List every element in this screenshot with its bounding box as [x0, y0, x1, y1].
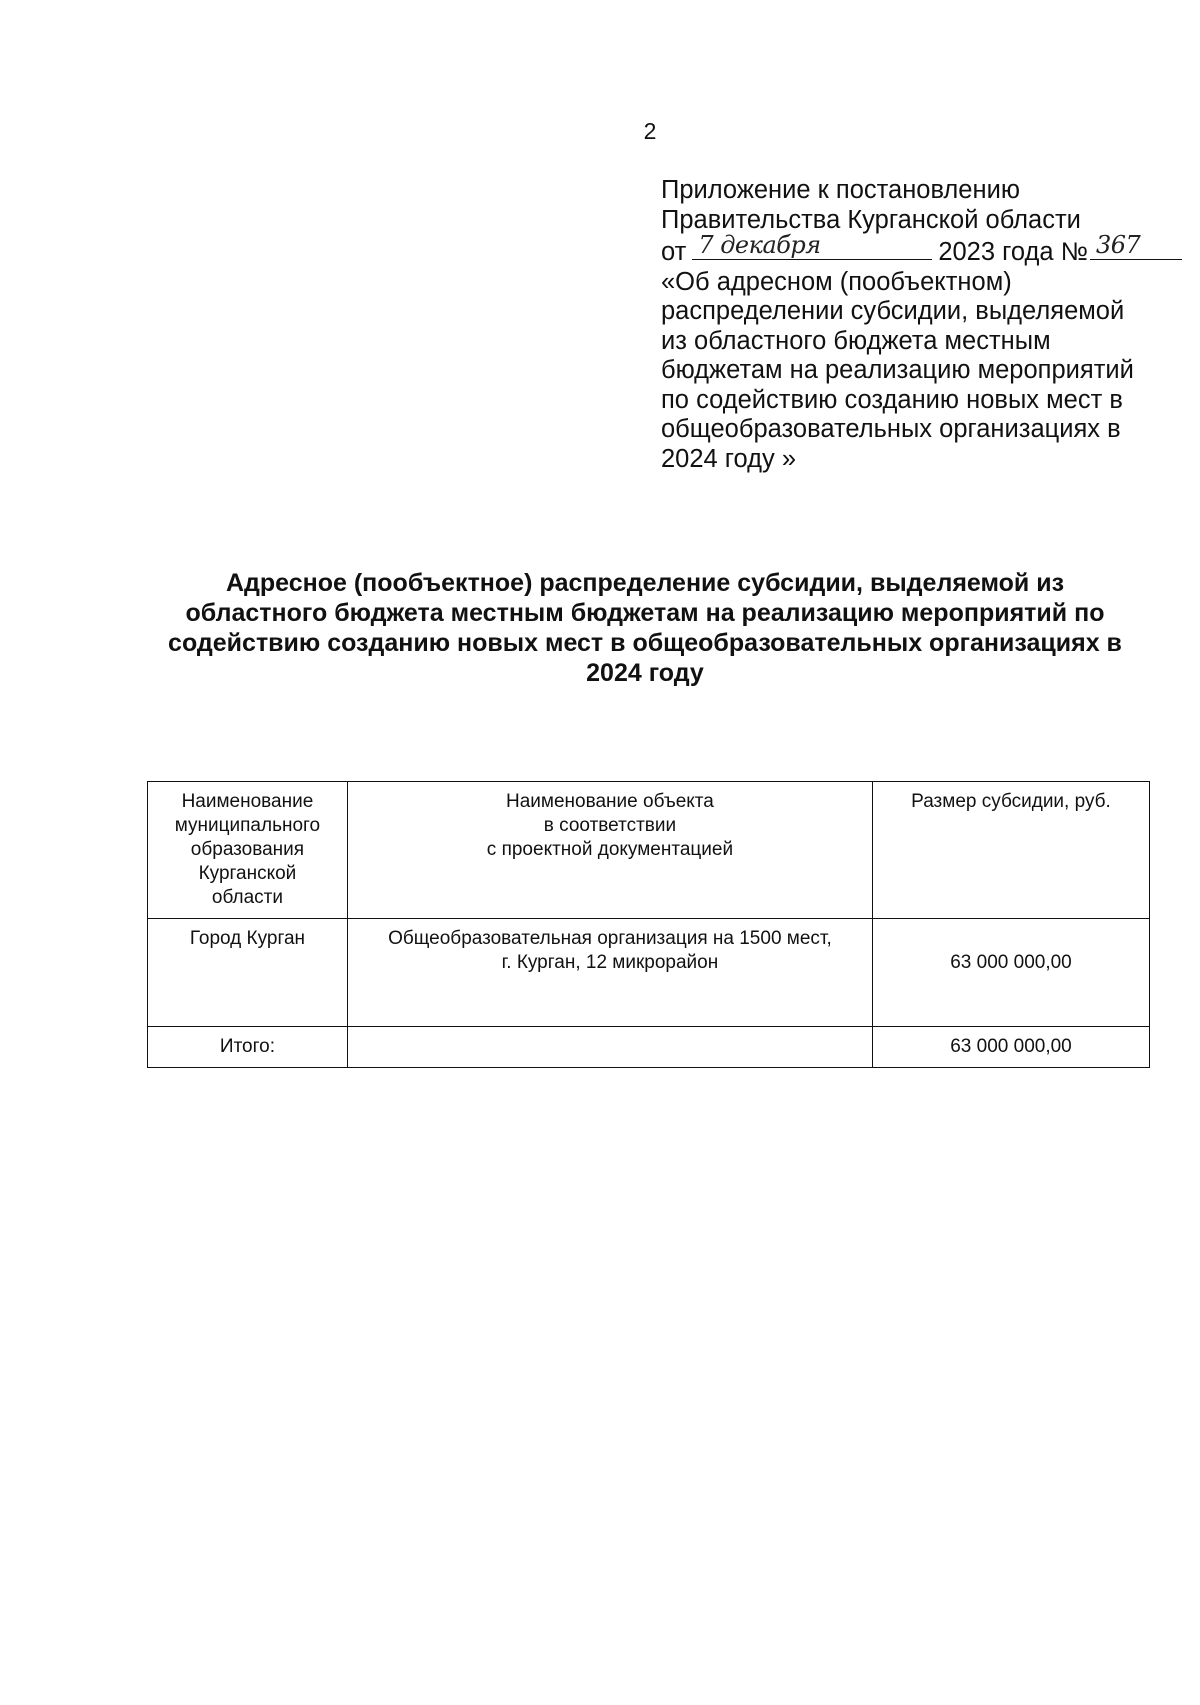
date-prefix: от: [661, 238, 687, 266]
header-text: в соответствии: [543, 815, 677, 836]
title-line: содействию созданию новых мест в общеобразовательных организациях в: [168, 629, 1122, 657]
total-label: Итого:: [148, 1027, 348, 1068]
header-text: Наименование: [181, 791, 314, 812]
appendix-line-1: Приложение к постановлению: [661, 176, 1020, 204]
page-number: 2: [643, 118, 657, 144]
total-amount: 63 000 000,00: [873, 1027, 1150, 1068]
number-underline: [1090, 230, 1182, 260]
table-row: [148, 919, 1150, 1027]
header-text: Наименование объекта: [506, 791, 714, 812]
title-line: областного бюджета местным бюджетам на реализацию мероприятий по: [185, 599, 1105, 627]
appendix-subject-line: бюджетам на реализацию мероприятий: [661, 356, 1134, 384]
year-text: 2023 года №: [938, 238, 1088, 266]
header-municipality: [148, 782, 348, 919]
object-text: г. Курган, 12 микрорайон: [501, 952, 719, 973]
total-object: [347, 1027, 872, 1068]
title-line: 2024 году: [586, 659, 704, 687]
header-text: с проектной документацией: [486, 839, 734, 860]
header-text: Размер субсидии, руб.: [911, 791, 1111, 812]
table-total-row: [148, 1027, 1150, 1068]
appendix-subject-line: по содействию созданию новых мест в: [661, 385, 1123, 414]
header-text: образования: [190, 839, 305, 860]
header-object: [347, 782, 872, 919]
header-amount: [873, 782, 1150, 919]
title-line: Адресное (пообъектное) распределение субсидии, выделяемой из: [225, 569, 1065, 597]
cell-municipality: Город Курган: [148, 919, 348, 1027]
appendix-subject-line: из областного бюджета местным: [661, 326, 1051, 355]
appendix-subject-line: «Об адресном (пообъектном): [661, 267, 1012, 296]
appendix-block: [661, 176, 1161, 474]
header-text: области: [211, 887, 283, 908]
handwritten-date: 7 декабря: [698, 230, 821, 259]
appendix-subject-line: общеобразовательных организациях в: [661, 415, 1121, 443]
appendix-subject-line: распределении субсидии, выделяемой: [661, 297, 1125, 325]
subsidy-distribution-table: [147, 781, 1150, 1068]
appendix-subject-line: 2024 году »: [661, 444, 797, 473]
header-text: муниципального: [174, 815, 321, 836]
header-text: Курганской: [198, 863, 297, 884]
document-title: [120, 568, 1170, 688]
cell-object: [347, 919, 872, 1027]
object-text: Общеобразовательная организация на 1500 мест,: [388, 928, 832, 949]
cell-amount: 63 000 000,00: [873, 919, 1150, 1027]
appendix-line-2: Правительства Курганской области: [661, 205, 1081, 234]
table-header-row: [148, 782, 1150, 919]
date-underline: [692, 230, 932, 260]
appendix-date-line: [661, 230, 1161, 268]
handwritten-number: 367: [1096, 230, 1141, 259]
